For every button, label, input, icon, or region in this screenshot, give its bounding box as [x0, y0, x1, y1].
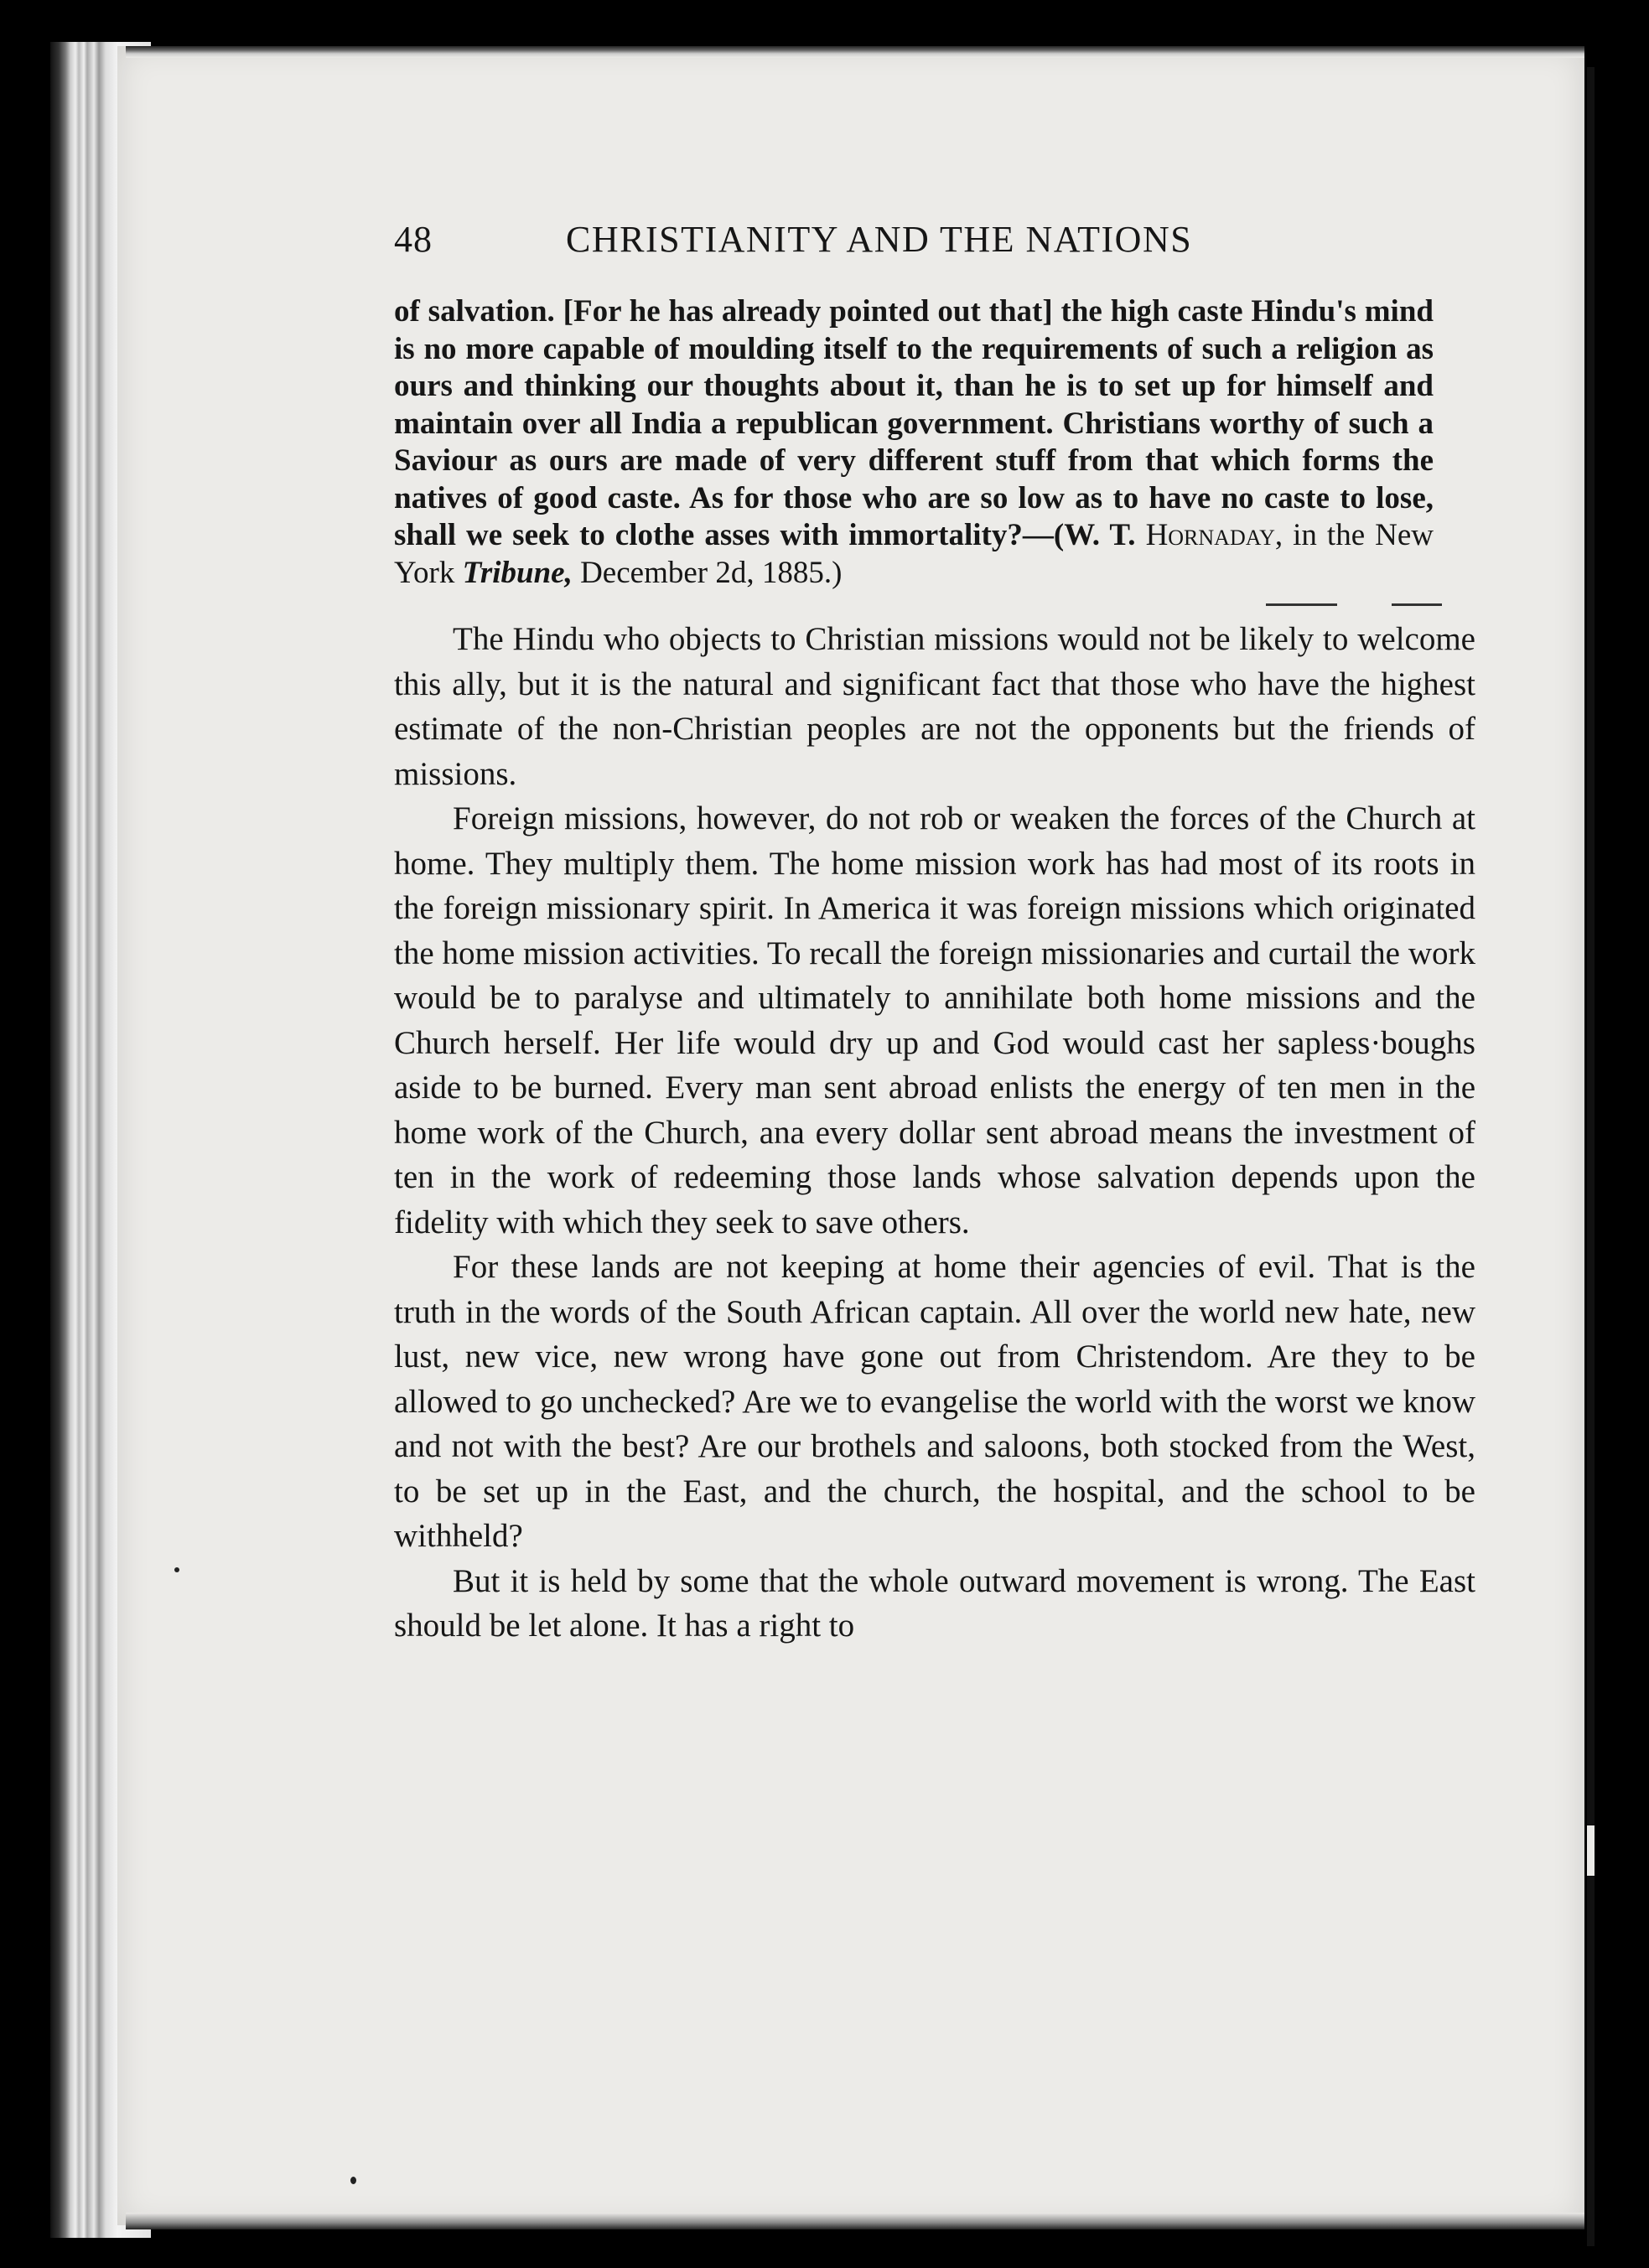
- extract-paper-title: Tribune,: [462, 555, 573, 590]
- extract-text: of salvation. [For he has already pointed out that] the high caste Hindu's mind is no more capable of moulding itself to the requirements of such a religion as ours and thinking our thoughts about it, than he is to set up for himself and maintain over all India a republican government. Christians worthy of such a Saviour as ours are made of very different stuff from that which forms the natives of good caste. As for those who are so low as to have no caste to lose, shall we seek to clothe asses with immortality?—(W. T.: [394, 294, 1434, 552]
- extract-author: Hornaday: [1145, 518, 1275, 552]
- body-paragraph: The Hindu who objects to Christian missions would not be likely to welcome this ally, but it is the natural and significant fact that those who have the highest estimate of the non-Christian peoples are not the opponents but the friends of missions.: [394, 621, 1475, 792]
- extract-separator: [394, 592, 1475, 617]
- extract-connector: , in the: [1274, 518, 1376, 552]
- extract-paper-name: New York: [394, 518, 1434, 590]
- right-margin-rule: [1587, 67, 1595, 2246]
- page-number: 48: [394, 219, 433, 260]
- page-bottom-edge: [126, 2213, 1584, 2229]
- scan-speck: [174, 1567, 179, 1572]
- body-paragraph: For these lands are not keeping at home their agencies of evil. That is the truth in the words of the South African captain. All over the world new hate, new lust, new vice, new wrong have gone out from Christendom. Are they to be allowed to go unchecked? Are we to evangelise the world with the worst we know and not with the best? Are our brothels and saloons, both stocked from the West, to be set up in the East, and the church, the hospital, and the school to be withheld?: [394, 1249, 1475, 1554]
- body-paragraph: But it is held by some that the whole outward movement is wrong. The East should be let alone. It has a right to: [394, 1562, 1475, 1644]
- right-margin-rule-gap: [1587, 1825, 1595, 1876]
- body-paragraph: Foreign missions, however, do not rob or weaken the forces of the Church at home. They multiply them. The home mission work has had most of its roots in the foreign missionary spirit. In America it was foreign missions which originated the home mission activities. To recall the foreign missionaries and curtail the work would be to paralyse and ultimately to annihilate both home missions and the Church herself. Her life would dry up and God would cast her sapless·boughs aside to be burned. Every man sent abroad enlists the energy of ten men in the home work of the Church, ana every dollar sent abroad means the investment of ten in the work of redeeming those lands whose salvation depends upon the fidelity with which they seek to save others.: [394, 800, 1475, 1240]
- running-title: CHRISTIANITY AND THE NATIONS: [566, 219, 1193, 260]
- scan-speck: [350, 2177, 356, 2184]
- page-top-edge: [126, 46, 1584, 58]
- text-block: [394, 218, 1475, 1649]
- extract-date: December 2d, 1885.): [572, 555, 843, 590]
- quoted-extract: [394, 293, 1434, 592]
- running-head: [394, 218, 1475, 285]
